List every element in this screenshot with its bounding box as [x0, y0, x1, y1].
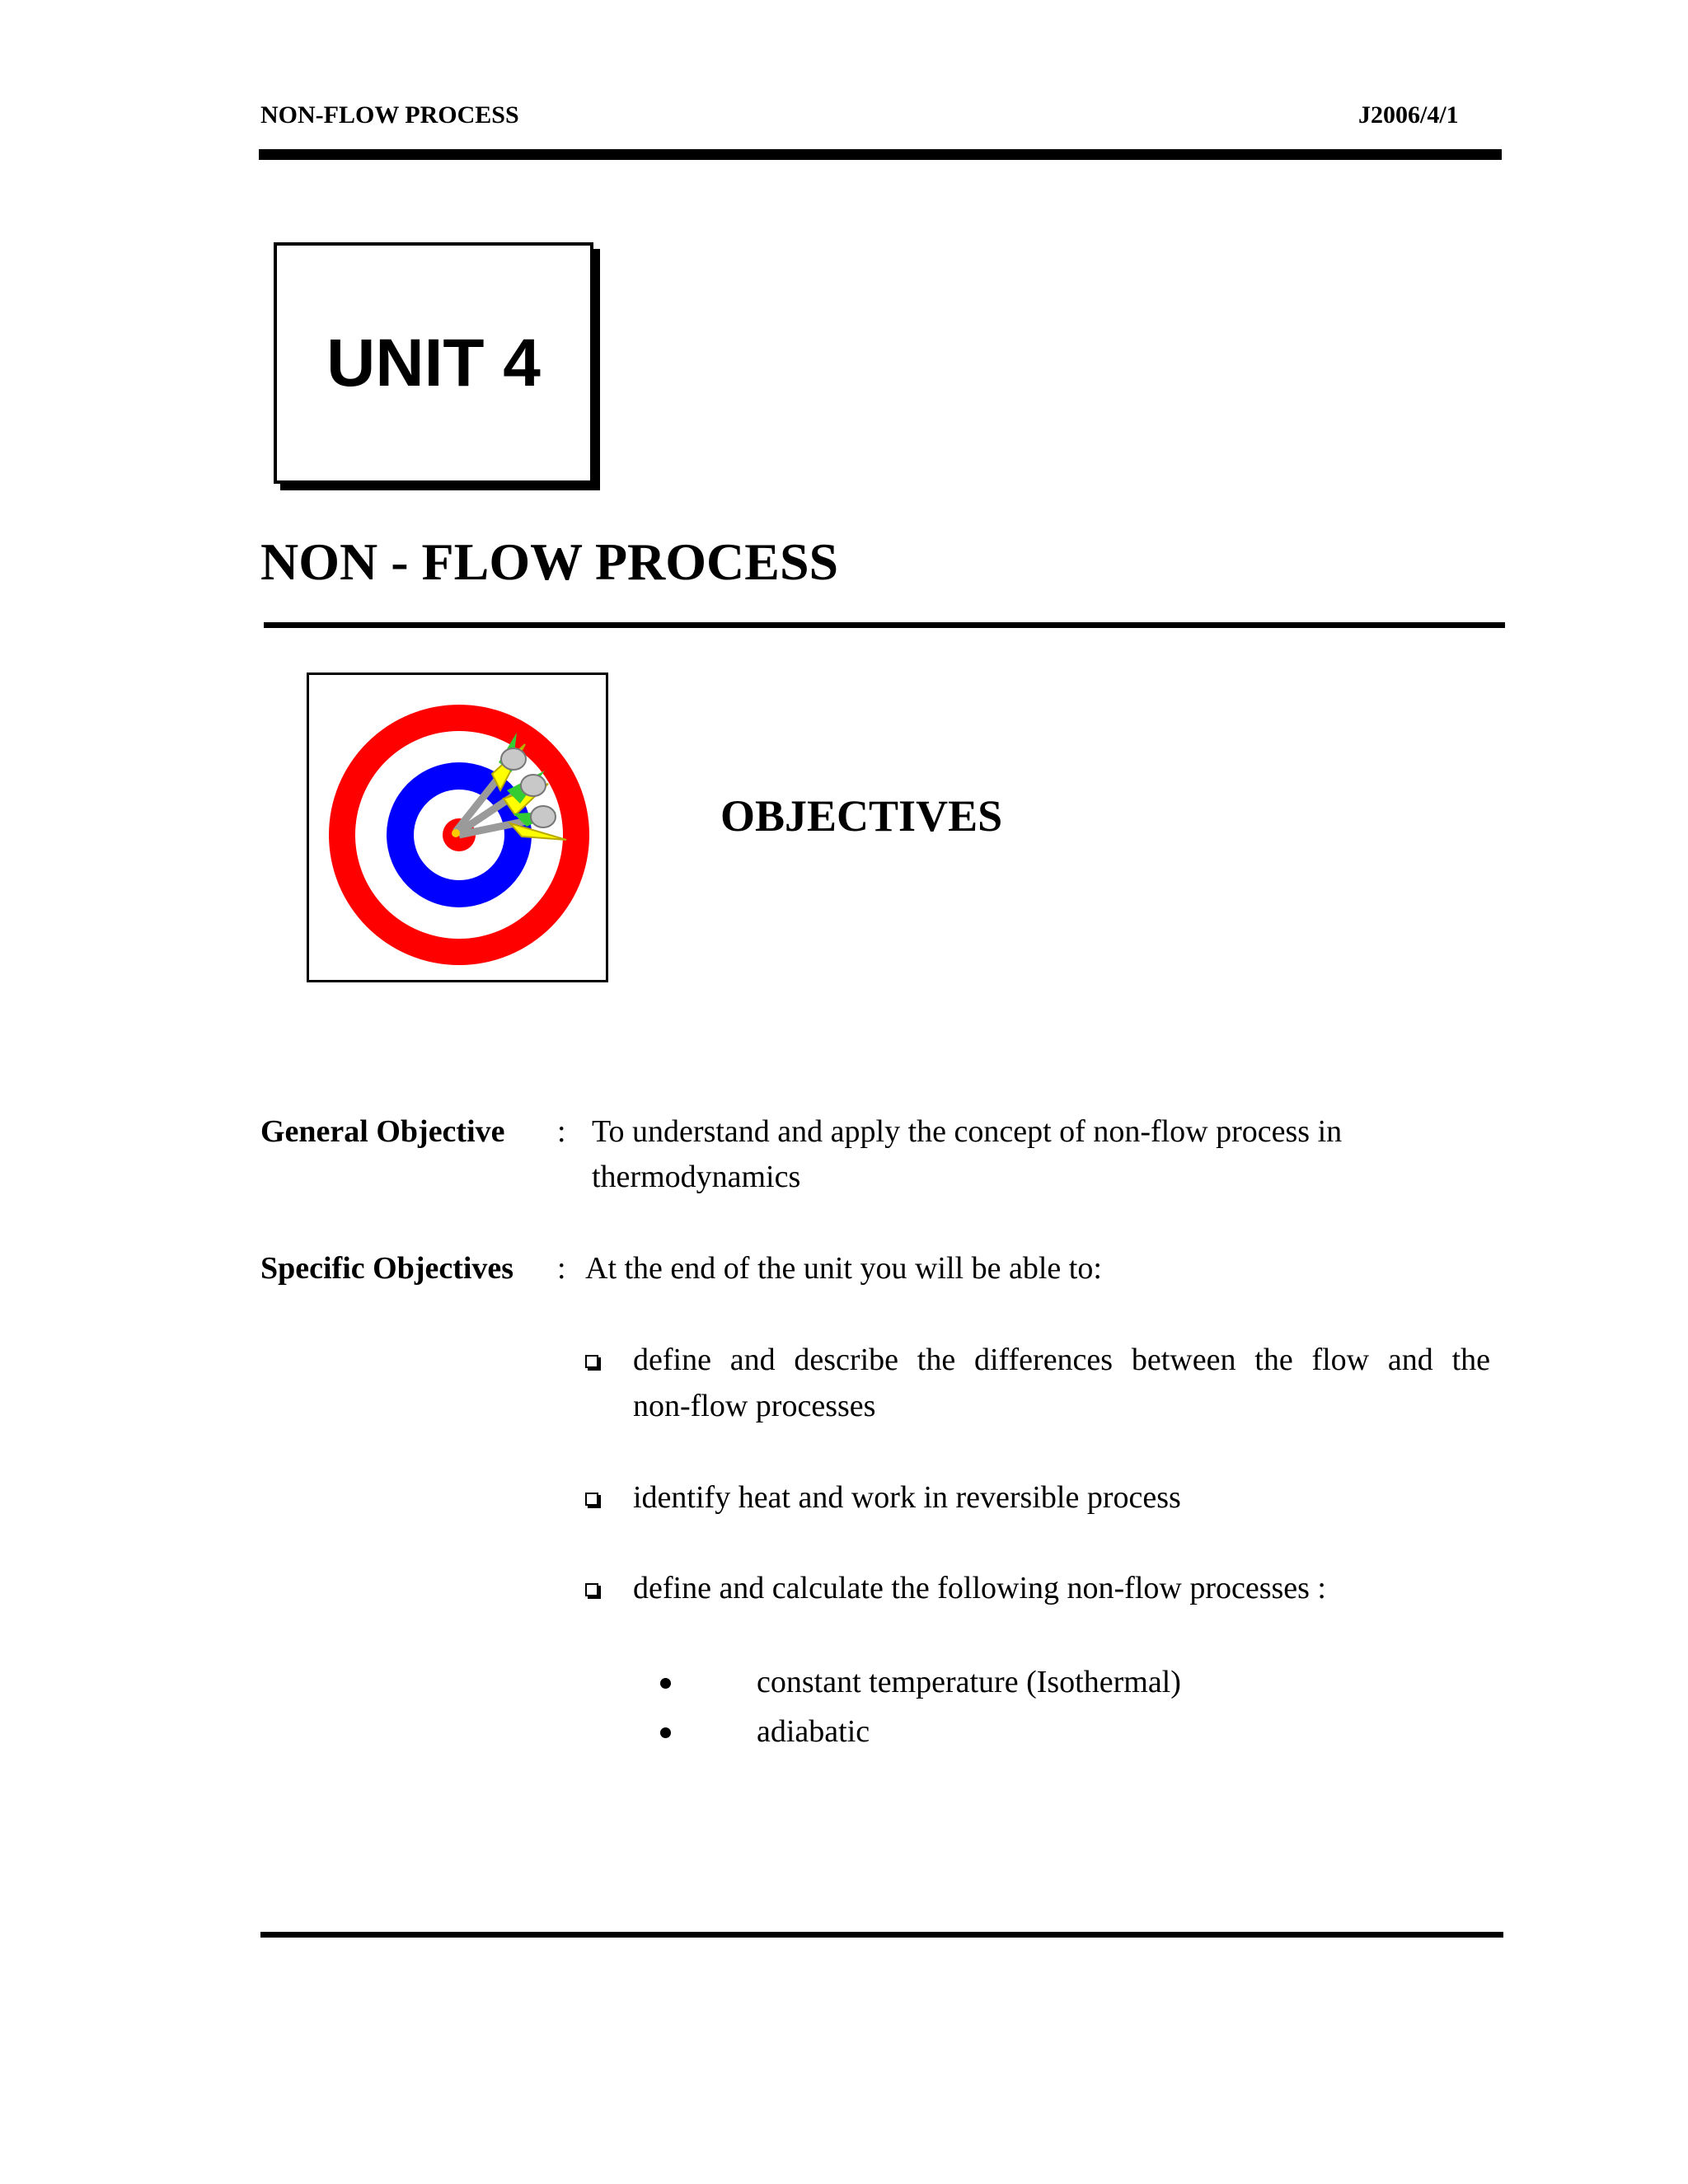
checkbox-bullet-icon — [585, 1583, 598, 1596]
bullet-dot-icon — [660, 1678, 671, 1689]
target-icon-frame — [307, 673, 608, 982]
target-with-darts-icon — [309, 675, 606, 980]
general-objective-text-line2: thermodynamics — [592, 1160, 801, 1194]
specific-objective-item-3: define and calculate the following non-flow processes : — [633, 1571, 1326, 1605]
dart-tips — [452, 829, 460, 837]
specific-objective-item-1-line2: non-flow processes — [633, 1389, 876, 1423]
header-rule — [259, 149, 1502, 160]
specific-objectives-label: Specific Objectives — [260, 1251, 514, 1286]
specific-objective-item-2: identify heat and work in reversible process — [633, 1480, 1181, 1515]
unit-label: UNIT 4 — [326, 325, 541, 401]
footer-rule — [260, 1932, 1503, 1938]
objectives-heading: OBJECTIVES — [720, 791, 1003, 841]
unit-box — [274, 242, 593, 484]
specific-objectives-colon: : — [557, 1251, 566, 1286]
page-title: NON - FLOW PROCESS — [260, 532, 839, 591]
checkbox-bullet-icon — [585, 1355, 598, 1368]
checkbox-bullet-icon — [585, 1493, 598, 1506]
specific-objectives-intro: At the end of the unit you will be able to: — [585, 1251, 1102, 1286]
sub-item-isothermal: constant temperature (Isothermal) — [757, 1665, 1181, 1699]
header-doc-title: NON-FLOW PROCESS — [260, 101, 519, 129]
header-page-code: J2006/4/1 — [1358, 101, 1459, 129]
sub-item-adiabatic: adiabatic — [757, 1714, 870, 1749]
specific-objective-item-1-line1: define and describe the differences between the flow and the — [633, 1343, 1490, 1377]
bullet-dot-icon — [660, 1727, 671, 1738]
general-objective-text-line1: To understand and apply the concept of non-flow process in — [592, 1114, 1343, 1149]
title-rule — [264, 622, 1505, 628]
general-objective-colon: : — [557, 1114, 566, 1149]
general-objective-label: General Objective — [260, 1114, 505, 1149]
